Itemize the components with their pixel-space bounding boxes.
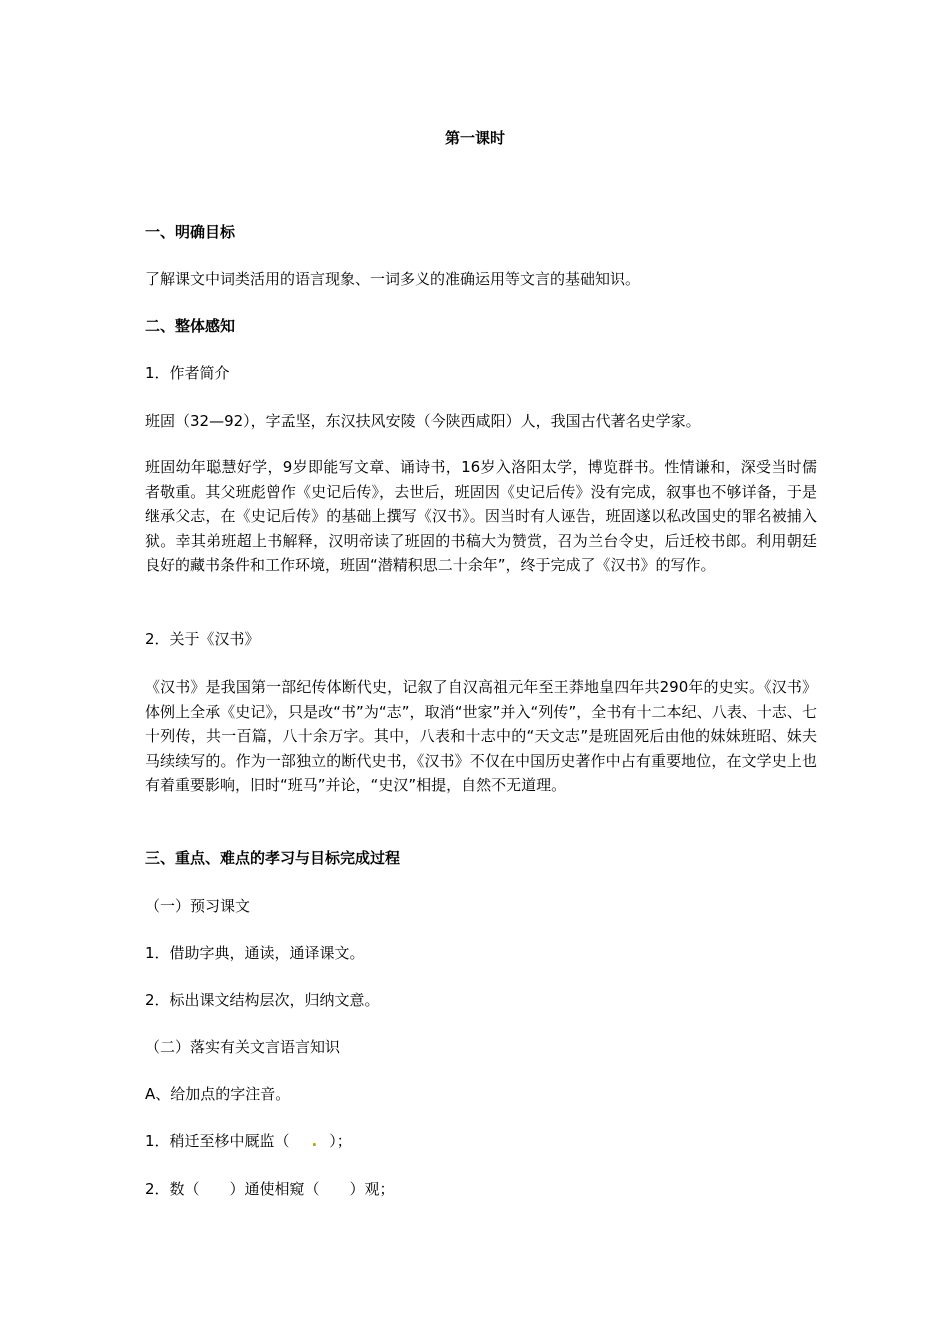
preview-step-2: 2．标出课文结构层次，归纳文意。 xyxy=(145,991,380,1009)
question-1-suffix: ）； xyxy=(329,1132,352,1150)
emphasis-dot-mark: . xyxy=(311,1132,318,1150)
document-title: 第一课时 xyxy=(444,129,505,147)
section1-heading: 一、明确目标 xyxy=(145,223,236,241)
part-a-instruction: A、给加点的字注音。 xyxy=(145,1085,291,1103)
hanshu-description: 《汉书》是我国第一部纪传体断代史，记叙了自汉高祖元年至王莽地皇四年共290年的史实。《汉书》体例上全承《史记》，只是改“书”为“志”，取消“世家”并入“列传”，全书有十二本纪、八表、十志、七十列传，共一百篇，八十余万字。其中，八表和十志中的“天文志”是班固死后由他的妹妹班昭、妹夫马续续写的。作为一部独立的断代史书，《汉书》不仅在中国历史著作中占有重要地位，在文学史上也有着重要影响，旧时“班马”并论，“史汉”相提，自然不无道理。 xyxy=(145,678,817,794)
preview-subheading: （一）预习课文 xyxy=(145,897,251,915)
question-2: 2．数（ ）通使相窥（ ）观； xyxy=(145,1180,395,1198)
hanshu-label: 2．关于《汉书》 xyxy=(145,630,260,648)
author-biography: 班固幼年聪慧好学，9岁即能写文章、诵诗书，16岁入洛阳太学，博览群书。性情谦和，深受当时儒者敬重。其父班彪曾作《史记后传》，去世后，班固因《史记后传》没有完成，叙事也不够详备，于是继承父志，在《史记后传》的基础上撰写《汉书》。因当时有人诬告，班固遂以私改国史的罪名被捕入狱。幸其弟班超上书解释，汉明帝读了班固的书稿大为赞赏，召为兰台令史，后迁校书郎。利用朝廷良好的藏书条件和工作环境，班固“潜精积思二十余年”，终于完成了《汉书》的写作。 xyxy=(145,458,817,574)
author-intro-label: 1．作者简介 xyxy=(145,364,230,382)
language-knowledge-subheading: （二）落实有关文言语言知识 xyxy=(145,1038,341,1056)
section2-heading: 二、整体感知 xyxy=(145,317,236,335)
section3-heading: 三、重点、难点的孝习与目标完成过程 xyxy=(145,849,401,867)
preview-step-1: 1．借助字典，通读，通译课文。 xyxy=(145,944,365,962)
section1-text: 了解课文中词类活用的语言现象、一词多义的准确运用等文言的基础知识。 xyxy=(145,270,641,288)
author-info-line: 班固（32—92），字孟坚，东汉扶风安陵（今陕西咸阳）人，我国古代著名史学家。 xyxy=(145,412,701,430)
question-1 xyxy=(145,1129,817,1153)
question-1-prefix: 1．稍迁至栘中厩监（ xyxy=(145,1132,290,1150)
